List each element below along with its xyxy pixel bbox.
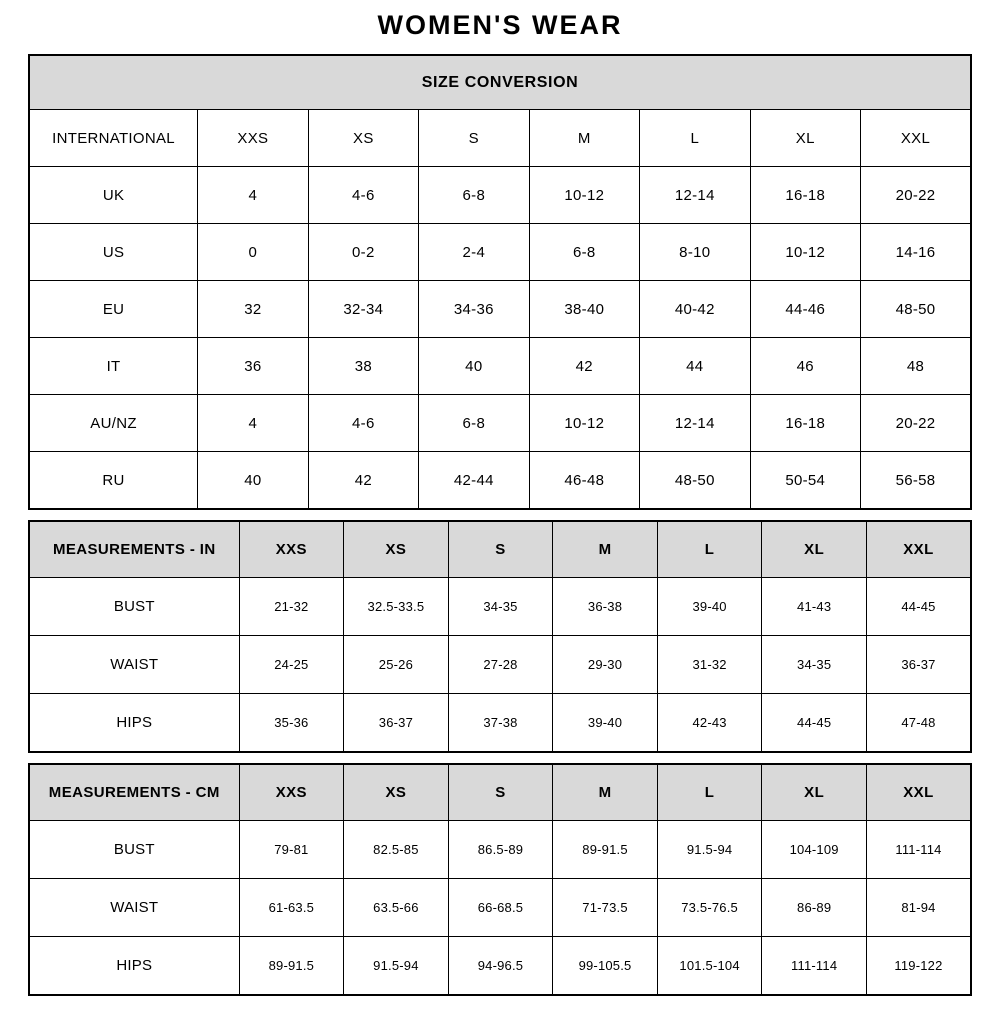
size-column-header: M [529, 110, 639, 167]
cell-value: 35-36 [239, 694, 344, 753]
cell-value: 36-38 [553, 578, 658, 636]
cell-value: 79-81 [239, 821, 344, 879]
cell-value: 44-46 [750, 281, 860, 338]
table-row [29, 452, 971, 510]
cell-value: 46-48 [529, 452, 639, 510]
cell-value: 42 [529, 338, 639, 395]
cell-value: 82.5-85 [344, 821, 449, 879]
cell-value: 31-32 [657, 636, 762, 694]
size-conversion-header: SIZE CONVERSION [29, 55, 971, 110]
cell-value: 73.5-76.5 [657, 879, 762, 937]
cell-value: 56-58 [861, 452, 971, 510]
cell-value: 46 [750, 338, 860, 395]
measurements-cm-body [29, 821, 971, 996]
cell-value: 42-43 [657, 694, 762, 753]
cell-value: 37-38 [448, 694, 553, 753]
row-label: RU [29, 452, 198, 510]
cell-value: 4-6 [308, 167, 418, 224]
size-conversion-table [28, 54, 972, 510]
cell-value: 8-10 [640, 224, 750, 281]
cell-value: 39-40 [657, 578, 762, 636]
size-column-header: XXS [198, 110, 308, 167]
cell-value: 40 [198, 452, 308, 510]
size-column-header: XS [308, 110, 418, 167]
cell-value: 32.5-33.5 [344, 578, 449, 636]
size-column-header: XXL [866, 764, 971, 821]
size-column-header: L [640, 110, 750, 167]
size-column-header: XXS [239, 764, 344, 821]
cell-value: 42-44 [419, 452, 529, 510]
size-column-header: XL [762, 764, 867, 821]
table-row [29, 395, 971, 452]
cell-value: 101.5-104 [657, 937, 762, 996]
cell-value: 34-35 [448, 578, 553, 636]
cell-value: 44-45 [866, 578, 971, 636]
cell-value: 47-48 [866, 694, 971, 753]
cell-value: 6-8 [419, 167, 529, 224]
measurements-in-table [28, 520, 972, 753]
cell-value: 66-68.5 [448, 879, 553, 937]
international-label: INTERNATIONAL [29, 110, 198, 167]
size-column-header: XL [762, 521, 867, 578]
cell-value: 94-96.5 [448, 937, 553, 996]
cell-value: 42 [308, 452, 418, 510]
size-chart-page [0, 10, 1000, 996]
row-label: IT [29, 338, 198, 395]
cell-value: 6-8 [419, 395, 529, 452]
cell-value: 12-14 [640, 167, 750, 224]
size-column-header: L [657, 764, 762, 821]
cell-value: 119-122 [866, 937, 971, 996]
table-row [29, 224, 971, 281]
row-label: HIPS [29, 694, 239, 753]
row-label: BUST [29, 578, 239, 636]
cell-value: 29-30 [553, 636, 658, 694]
cell-value: 36-37 [344, 694, 449, 753]
cell-value: 0 [198, 224, 308, 281]
row-label: EU [29, 281, 198, 338]
cell-value: 48 [861, 338, 971, 395]
measurements-in-body [29, 578, 971, 753]
cell-value: 39-40 [553, 694, 658, 753]
cell-value: 2-4 [419, 224, 529, 281]
row-label: US [29, 224, 198, 281]
size-column-header: XXS [239, 521, 344, 578]
cell-value: 111-114 [866, 821, 971, 879]
table-row [29, 879, 971, 937]
cell-value: 12-14 [640, 395, 750, 452]
size-conversion-banner-row [29, 55, 971, 110]
cell-value: 99-105.5 [553, 937, 658, 996]
cell-value: 41-43 [762, 578, 867, 636]
size-column-header: XS [344, 521, 449, 578]
cell-value: 34-35 [762, 636, 867, 694]
cell-value: 4 [198, 167, 308, 224]
cell-value: 16-18 [750, 395, 860, 452]
cell-value: 10-12 [529, 395, 639, 452]
cell-value: 20-22 [861, 167, 971, 224]
row-label: WAIST [29, 879, 239, 937]
cell-value: 91.5-94 [344, 937, 449, 996]
measurements-in-header: MEASUREMENTS - IN [29, 521, 239, 578]
cell-value: 36-37 [866, 636, 971, 694]
cell-value: 32 [198, 281, 308, 338]
size-column-header: XXL [866, 521, 971, 578]
cell-value: 4 [198, 395, 308, 452]
cell-value: 86-89 [762, 879, 867, 937]
cell-value: 14-16 [861, 224, 971, 281]
page-title: WOMEN'S WEAR [377, 10, 623, 40]
size-column-header: XL [750, 110, 860, 167]
cell-value: 38 [308, 338, 418, 395]
cell-value: 50-54 [750, 452, 860, 510]
cell-value: 20-22 [861, 395, 971, 452]
size-column-header: XXL [861, 110, 971, 167]
table-row [29, 694, 971, 753]
table-row [29, 167, 971, 224]
cell-value: 81-94 [866, 879, 971, 937]
cell-value: 48-50 [640, 452, 750, 510]
cell-value: 16-18 [750, 167, 860, 224]
table-row [29, 821, 971, 879]
cell-value: 25-26 [344, 636, 449, 694]
measurements-cm-table [28, 763, 972, 996]
size-column-header: L [657, 521, 762, 578]
size-column-header: S [448, 521, 553, 578]
size-column-header: M [553, 521, 658, 578]
row-label: WAIST [29, 636, 239, 694]
table-row [29, 578, 971, 636]
size-column-header: S [448, 764, 553, 821]
table-row [29, 636, 971, 694]
measurements-cm-header-row [29, 764, 971, 821]
cell-value: 27-28 [448, 636, 553, 694]
table-row [29, 281, 971, 338]
measurements-in-header-row [29, 521, 971, 578]
cell-value: 40-42 [640, 281, 750, 338]
row-label: BUST [29, 821, 239, 879]
cell-value: 21-32 [239, 578, 344, 636]
table-row [29, 338, 971, 395]
measurements-cm-header: MEASUREMENTS - CM [29, 764, 239, 821]
cell-value: 89-91.5 [239, 937, 344, 996]
cell-value: 86.5-89 [448, 821, 553, 879]
cell-value: 63.5-66 [344, 879, 449, 937]
cell-value: 0-2 [308, 224, 418, 281]
size-conversion-columns-row [29, 110, 971, 167]
cell-value: 24-25 [239, 636, 344, 694]
size-column-header: S [419, 110, 529, 167]
cell-value: 104-109 [762, 821, 867, 879]
table-row [29, 937, 971, 996]
cell-value: 61-63.5 [239, 879, 344, 937]
cell-value: 89-91.5 [553, 821, 658, 879]
cell-value: 71-73.5 [553, 879, 658, 937]
size-column-header: XS [344, 764, 449, 821]
cell-value: 40 [419, 338, 529, 395]
cell-value: 91.5-94 [657, 821, 762, 879]
size-conversion-body [29, 167, 971, 510]
cell-value: 10-12 [529, 167, 639, 224]
cell-value: 36 [198, 338, 308, 395]
cell-value: 34-36 [419, 281, 529, 338]
cell-value: 6-8 [529, 224, 639, 281]
row-label: AU/NZ [29, 395, 198, 452]
cell-value: 44-45 [762, 694, 867, 753]
cell-value: 32-34 [308, 281, 418, 338]
row-label: HIPS [29, 937, 239, 996]
cell-value: 38-40 [529, 281, 639, 338]
size-column-header: M [553, 764, 658, 821]
cell-value: 10-12 [750, 224, 860, 281]
cell-value: 4-6 [308, 395, 418, 452]
cell-value: 44 [640, 338, 750, 395]
cell-value: 48-50 [861, 281, 971, 338]
row-label: UK [29, 167, 198, 224]
cell-value: 111-114 [762, 937, 867, 996]
